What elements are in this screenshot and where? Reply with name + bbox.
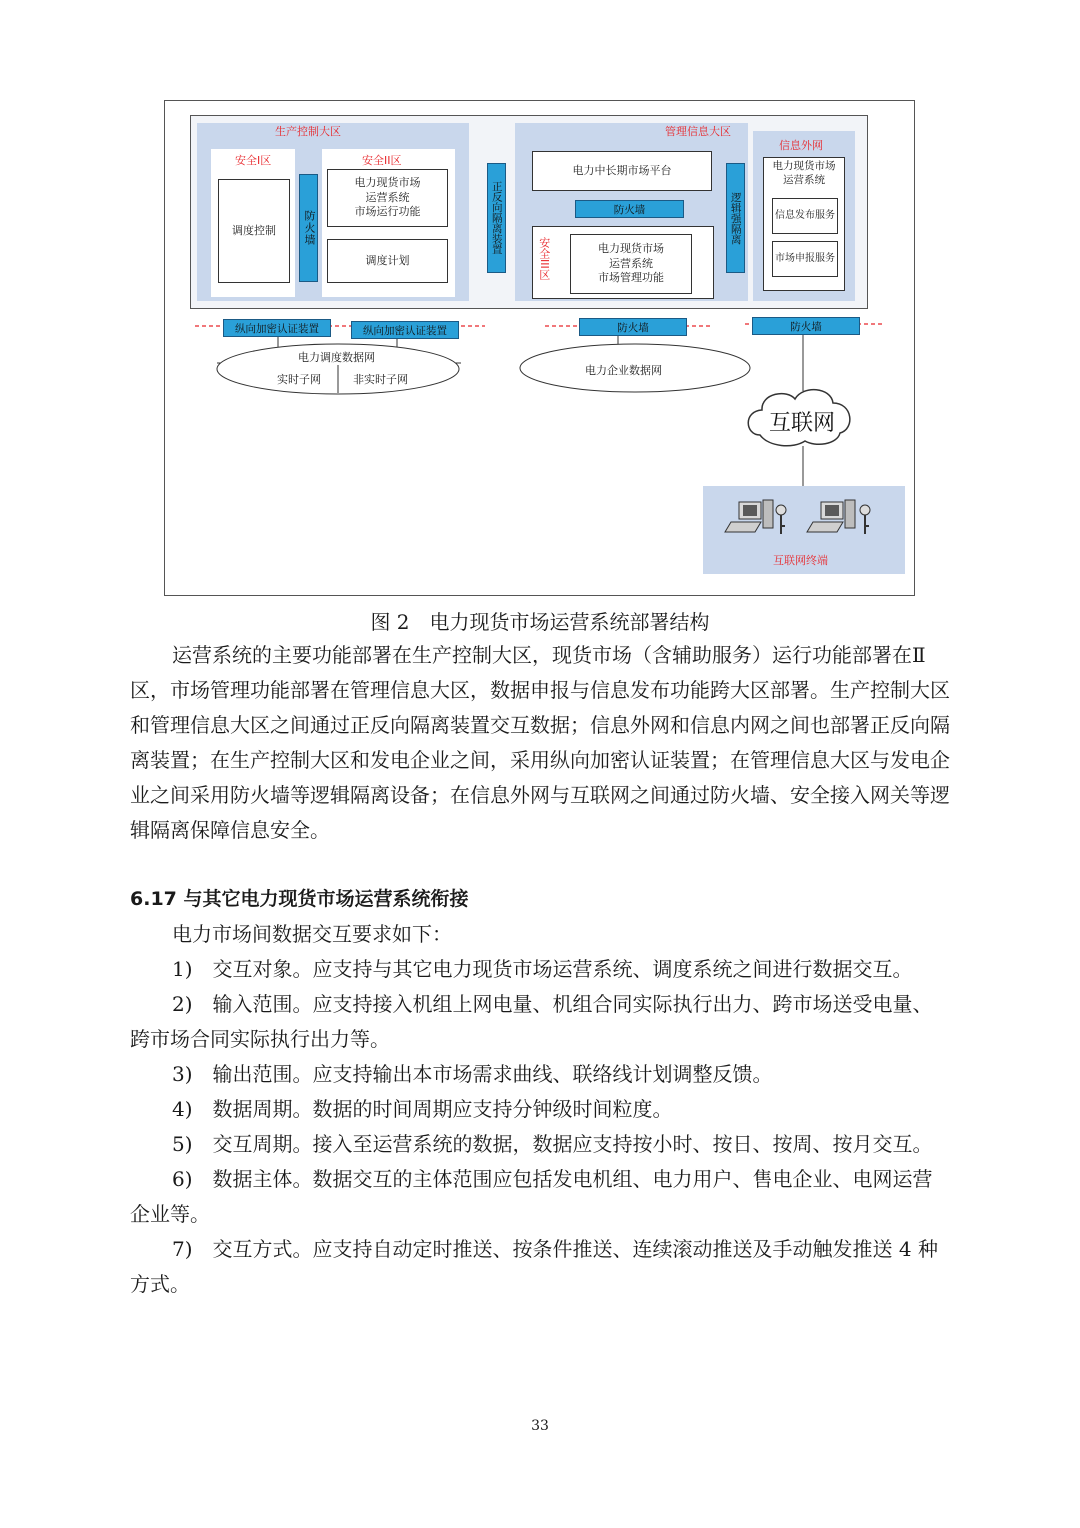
market-op-line-3: 市场运行功能: [354, 205, 421, 219]
logic-isolation-bar: [726, 163, 745, 273]
figure-caption: 图 2 电力现货市场运营系统部署结构: [370, 610, 710, 634]
firewall-vertical-label: 防火墙: [302, 210, 316, 246]
logic-isolation-label: 逻辑强隔离: [729, 191, 742, 245]
dispatch-plan-label: 调度计划: [365, 253, 410, 267]
external-zone-title: 信息外网: [779, 139, 823, 152]
list-item: 7) 交互方式。应支持自动定时推送、按条件推送、连续滚动推送及手动触发推送 4 种方式。: [130, 1237, 938, 1296]
isolation-device-label: 正反向隔离装置: [490, 181, 503, 255]
isolation-device-bar: [487, 163, 506, 273]
market-op-box: [327, 169, 448, 227]
firewall-bottom-1-label: 防火墙: [617, 321, 649, 334]
firewall-bottom-1: [579, 318, 687, 336]
external-system-label: [768, 159, 840, 187]
market-op-line-1: 电力现货市场: [354, 175, 421, 189]
vertical-encrypt-1-label: 纵向加密认证装置: [235, 322, 319, 335]
dispatch-plan-box: [327, 239, 448, 283]
internet-label: 互联网: [769, 411, 836, 436]
dispatch-control-label: 调度控制: [232, 223, 276, 237]
security-zone-3-label: 安全III区: [537, 237, 551, 280]
market-mgmt-box: [570, 234, 692, 294]
firewall-mid: [575, 200, 684, 218]
firewall-mid-label: 防火墙: [613, 203, 646, 216]
dispatch-network-label: 电力调度数据网: [298, 351, 375, 364]
requirements-block: [130, 917, 952, 1302]
market-declare-box: [772, 241, 838, 277]
section-heading: 6.17 与其它电力现货市场运营系统衔接: [130, 888, 469, 910]
list-item: 5) 交互周期。接入至运营系统的数据，数据应支持按小时、按日、按周、按月交互。: [172, 1132, 933, 1156]
page-number: 33: [531, 1418, 549, 1434]
external-system-line-2: 运营系统: [783, 174, 825, 187]
external-system-line-1: 电力现货市场: [772, 160, 836, 172]
mid-long-platform-box: [532, 151, 712, 191]
requirements-intro: 电力市场间数据交互要求如下：: [172, 922, 452, 946]
management-zone-title: 管理信息大区: [665, 125, 731, 138]
list-item: 1) 交互对象。应支持与其它电力现货市场运营系统、调度系统之间进行数据交互。: [172, 957, 913, 981]
list-item: 2) 输入范围。应支持接入机组上网电量、机组合同实际执行出力、跨市场送受电量、跨市场合同实际执行出力等。: [130, 992, 933, 1051]
production-zone-title: 生产控制大区: [275, 125, 341, 138]
security-zone-1-label: 安全I区: [235, 154, 272, 167]
market-declare-label: 市场申报服务: [775, 253, 835, 265]
vertical-encrypt-2: [351, 321, 459, 339]
market-mgmt-line-2: 运营系统: [609, 256, 653, 270]
firewall-bottom-2-label: 防火墙: [790, 320, 822, 333]
paragraph-1-block: [130, 638, 952, 848]
list-item: 3) 输出范围。应支持输出本市场需求曲线、联络线计划调整反馈。: [172, 1062, 773, 1086]
list-item: 6) 数据主体。数据交互的主体范围应包括发电机组、电力用户、售电企业、电网运营企业等。: [130, 1167, 933, 1226]
nonrealtime-subnet-label: 非实时子网: [353, 373, 408, 386]
firewall-bottom-2: [752, 317, 860, 335]
info-publish-label: 信息发布服务: [775, 210, 835, 222]
enterprise-network-label: 电力企业数据网: [585, 364, 662, 377]
market-mgmt-line-3: 市场管理功能: [598, 271, 664, 285]
list-item: 4) 数据周期。数据的时间周期应支持分钟级时间粒度。: [172, 1097, 673, 1121]
security-zone-2-label: 安全II区: [362, 154, 402, 167]
dispatch-control-box: [218, 179, 290, 283]
computer-icon-2: [807, 500, 870, 534]
market-mgmt-line-1: 电力现货市场: [598, 241, 664, 255]
vertical-encrypt-1: [223, 319, 331, 337]
internet-terminal-label: 互联网终端: [773, 554, 828, 567]
realtime-subnet-label: 实时子网: [277, 373, 321, 386]
firewall-vertical: [299, 174, 318, 282]
market-op-line-2: 运营系统: [365, 190, 410, 204]
paragraph-1: 运营系统的主要功能部署在生产控制大区，现货市场（含辅助服务）运行功能部署在Ⅱ区，市场管理功能部署在管理信息大区，数据申报与信息发布功能跨大区部署。生产控制大区和管理信息大区之间通过正反向隔离装置交互数据；信息外网和信息内网之间也部署正反向隔离装置；在生产控制大区和发电企业之间，采用纵向加密认证装置；在管理信息大区与发电企业之间采用防火墙等逻辑隔离设备；在信息外网与互联网之间通过防火墙、安全接入网关等逻辑隔离保障信息安全。: [130, 643, 950, 842]
info-publish-box: [772, 198, 838, 234]
deployment-figure: [164, 100, 915, 596]
computer-icon-1: [725, 500, 786, 534]
vertical-encrypt-2-label: 纵向加密认证装置: [363, 324, 447, 337]
mid-long-platform-label: 电力中长期市场平台: [572, 163, 672, 177]
